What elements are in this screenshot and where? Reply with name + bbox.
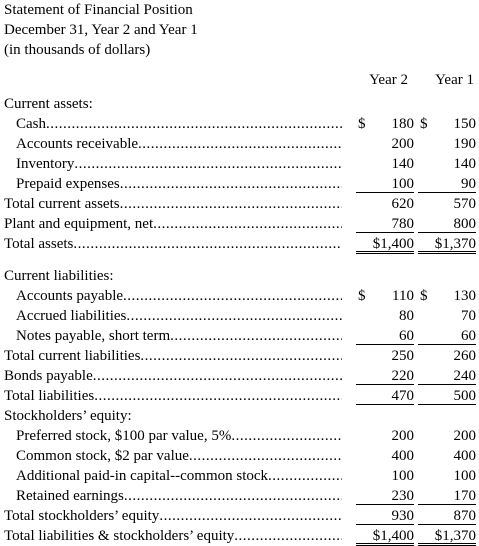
value-year2 <box>356 234 414 254</box>
statement-row <box>4 326 476 346</box>
row-label: Current assets: <box>4 96 93 112</box>
column-header-year2: Year 2 <box>369 72 408 88</box>
value-year2 <box>356 174 414 193</box>
value-year1 <box>418 134 476 154</box>
value-text: 220 <box>391 368 414 384</box>
value-text: 100 <box>391 468 414 484</box>
value-year2 <box>356 326 414 345</box>
value-text: 130 <box>453 288 476 304</box>
value-year1 <box>418 386 476 405</box>
statement-row <box>4 134 476 154</box>
value-year1 <box>418 234 476 254</box>
column-header-year1: Year 1 <box>435 72 474 88</box>
value-year1 <box>418 326 476 345</box>
value-text: 200 <box>453 428 476 444</box>
row-label: Cash <box>16 116 46 132</box>
leader-dots <box>140 348 342 364</box>
statement-row <box>4 506 476 526</box>
value-year1 <box>418 306 476 326</box>
value-text: 240 <box>453 368 476 384</box>
row-label: Current liabilities: <box>4 268 114 284</box>
value-year1 <box>418 366 476 385</box>
leader-dots <box>138 136 342 152</box>
value-text: 500 <box>453 388 476 404</box>
value-text: 60 <box>461 328 476 344</box>
row-label: Notes payable, short term <box>16 328 171 344</box>
value-year2 <box>356 214 414 233</box>
row-label: Additional paid-in capital--common stock <box>16 468 269 484</box>
value-year1 <box>418 346 476 366</box>
financial-statement <box>4 0 476 546</box>
value-year2 <box>356 386 414 405</box>
value-text: 180 <box>391 116 414 132</box>
value-year1 <box>418 426 476 446</box>
column-header-row <box>4 70 476 90</box>
value-year2 <box>356 194 414 214</box>
leader-dots <box>126 308 342 324</box>
statement-row <box>4 266 476 286</box>
statement-row <box>4 214 476 234</box>
row-label: Retained earnings <box>16 488 124 504</box>
leader-dots <box>234 528 342 544</box>
value-text: 200 <box>391 136 414 152</box>
value-text: 200 <box>391 428 414 444</box>
value-year2 <box>356 306 414 326</box>
statement-row <box>4 286 476 306</box>
value-year2 <box>356 154 414 174</box>
value-year1 <box>418 214 476 233</box>
value-year1 <box>418 526 476 546</box>
row-label: Accrued liabilities <box>16 308 127 324</box>
leader-dots <box>94 388 342 404</box>
value-year1 <box>418 286 476 306</box>
leader-dots <box>74 156 342 172</box>
statement-row <box>4 154 476 174</box>
statement-row <box>4 366 476 386</box>
statement-row <box>4 486 476 506</box>
value-year2 <box>356 446 414 466</box>
statement-row <box>4 114 476 134</box>
value-text: 150 <box>453 116 476 132</box>
statement-row <box>4 466 476 486</box>
value-text: 60 <box>399 328 414 344</box>
value-year1 <box>418 446 476 466</box>
row-label: Plant and equipment, net <box>4 216 154 232</box>
leader-dots <box>73 236 342 252</box>
leader-dots <box>93 368 342 384</box>
value-year2 <box>356 426 414 446</box>
value-text: 190 <box>453 136 476 152</box>
statement-row <box>4 306 476 326</box>
value-text: 140 <box>453 156 476 172</box>
value-text: 140 <box>391 156 414 172</box>
value-year2 <box>356 486 414 505</box>
leader-dots <box>268 468 342 484</box>
value-text: 100 <box>453 468 476 484</box>
value-text: 260 <box>453 348 476 364</box>
value-text: $1,400 <box>372 236 414 252</box>
value-year2 <box>356 134 414 154</box>
row-label: Prepaid expenses <box>16 176 120 192</box>
row-label: Preferred stock, $100 par value, 5% <box>16 428 232 444</box>
leader-dots <box>124 488 342 504</box>
dollar-sign: $ <box>420 116 428 132</box>
row-label: Accounts receivable <box>16 136 139 152</box>
value-year1 <box>418 466 476 486</box>
leader-dots <box>120 196 342 212</box>
dollar-sign: $ <box>358 288 366 304</box>
row-label: Total liabilities <box>4 388 95 404</box>
value-year1 <box>418 194 476 214</box>
statement-row <box>4 346 476 366</box>
value-year1 <box>418 154 476 174</box>
statement-row <box>4 426 476 446</box>
statement-row <box>4 174 476 194</box>
value-text: 800 <box>453 216 476 232</box>
value-text: $1,370 <box>434 236 476 252</box>
value-year2 <box>356 114 414 134</box>
row-label: Total assets <box>4 236 74 252</box>
value-text: 400 <box>391 448 414 464</box>
leader-dots <box>46 116 342 132</box>
statement-row <box>4 406 476 426</box>
value-text: $1,400 <box>372 528 414 544</box>
dollar-sign: $ <box>420 288 428 304</box>
row-label: Total liabilities & stockholders’ equity <box>4 528 235 544</box>
statement-row <box>4 446 476 466</box>
statement-units: (in thousands of dollars) <box>4 42 151 58</box>
value-text: 170 <box>453 488 476 504</box>
row-label: Accounts payable <box>16 288 124 304</box>
statement-date: December 31, Year 2 and Year 1 <box>4 22 198 38</box>
value-year1 <box>418 506 476 525</box>
value-text: 70 <box>461 308 476 324</box>
value-year2 <box>356 346 414 366</box>
leader-dots <box>153 216 342 232</box>
value-year2 <box>356 366 414 385</box>
statement-row <box>4 234 476 254</box>
statement-rows <box>4 94 476 546</box>
row-label: Total current assets <box>4 196 120 212</box>
statement-row <box>4 194 476 214</box>
leader-dots <box>159 508 342 524</box>
leader-dots <box>123 288 342 304</box>
value-year2 <box>356 506 414 525</box>
statement-row <box>4 526 476 546</box>
value-year1 <box>418 486 476 505</box>
value-text: 100 <box>391 176 414 192</box>
value-text: 250 <box>391 348 414 364</box>
row-label: Total current liabilities <box>4 348 141 364</box>
leader-dots <box>120 176 342 192</box>
value-text: 570 <box>453 196 476 212</box>
value-year2 <box>356 286 414 306</box>
value-text: 400 <box>453 448 476 464</box>
row-label: Common stock, $2 par value <box>16 448 189 464</box>
value-text: 90 <box>461 176 476 192</box>
row-label: Inventory <box>16 156 75 172</box>
value-text: $1,370 <box>434 528 476 544</box>
value-text: 80 <box>399 308 414 324</box>
value-year1 <box>418 174 476 193</box>
value-text: 930 <box>391 508 414 524</box>
leader-dots <box>189 448 342 464</box>
statement-title: Statement of Financial Position <box>4 2 193 18</box>
value-year2 <box>356 466 414 486</box>
row-label: Stockholders’ equity: <box>4 408 132 424</box>
value-text: 470 <box>391 388 414 404</box>
leader-dots <box>231 428 342 444</box>
section-gap <box>4 254 476 266</box>
leader-dots <box>170 328 342 344</box>
dollar-sign: $ <box>358 116 366 132</box>
statement-row <box>4 94 476 114</box>
value-text: 870 <box>453 508 476 524</box>
row-label: Total stockholders’ equity <box>4 508 160 524</box>
row-label: Bonds payable <box>4 368 93 384</box>
value-year1 <box>418 114 476 134</box>
statement-row <box>4 386 476 406</box>
value-text: 780 <box>391 216 414 232</box>
value-year2 <box>356 526 414 546</box>
value-text: 230 <box>391 488 414 504</box>
value-text: 620 <box>391 196 414 212</box>
value-text: 110 <box>392 288 414 304</box>
